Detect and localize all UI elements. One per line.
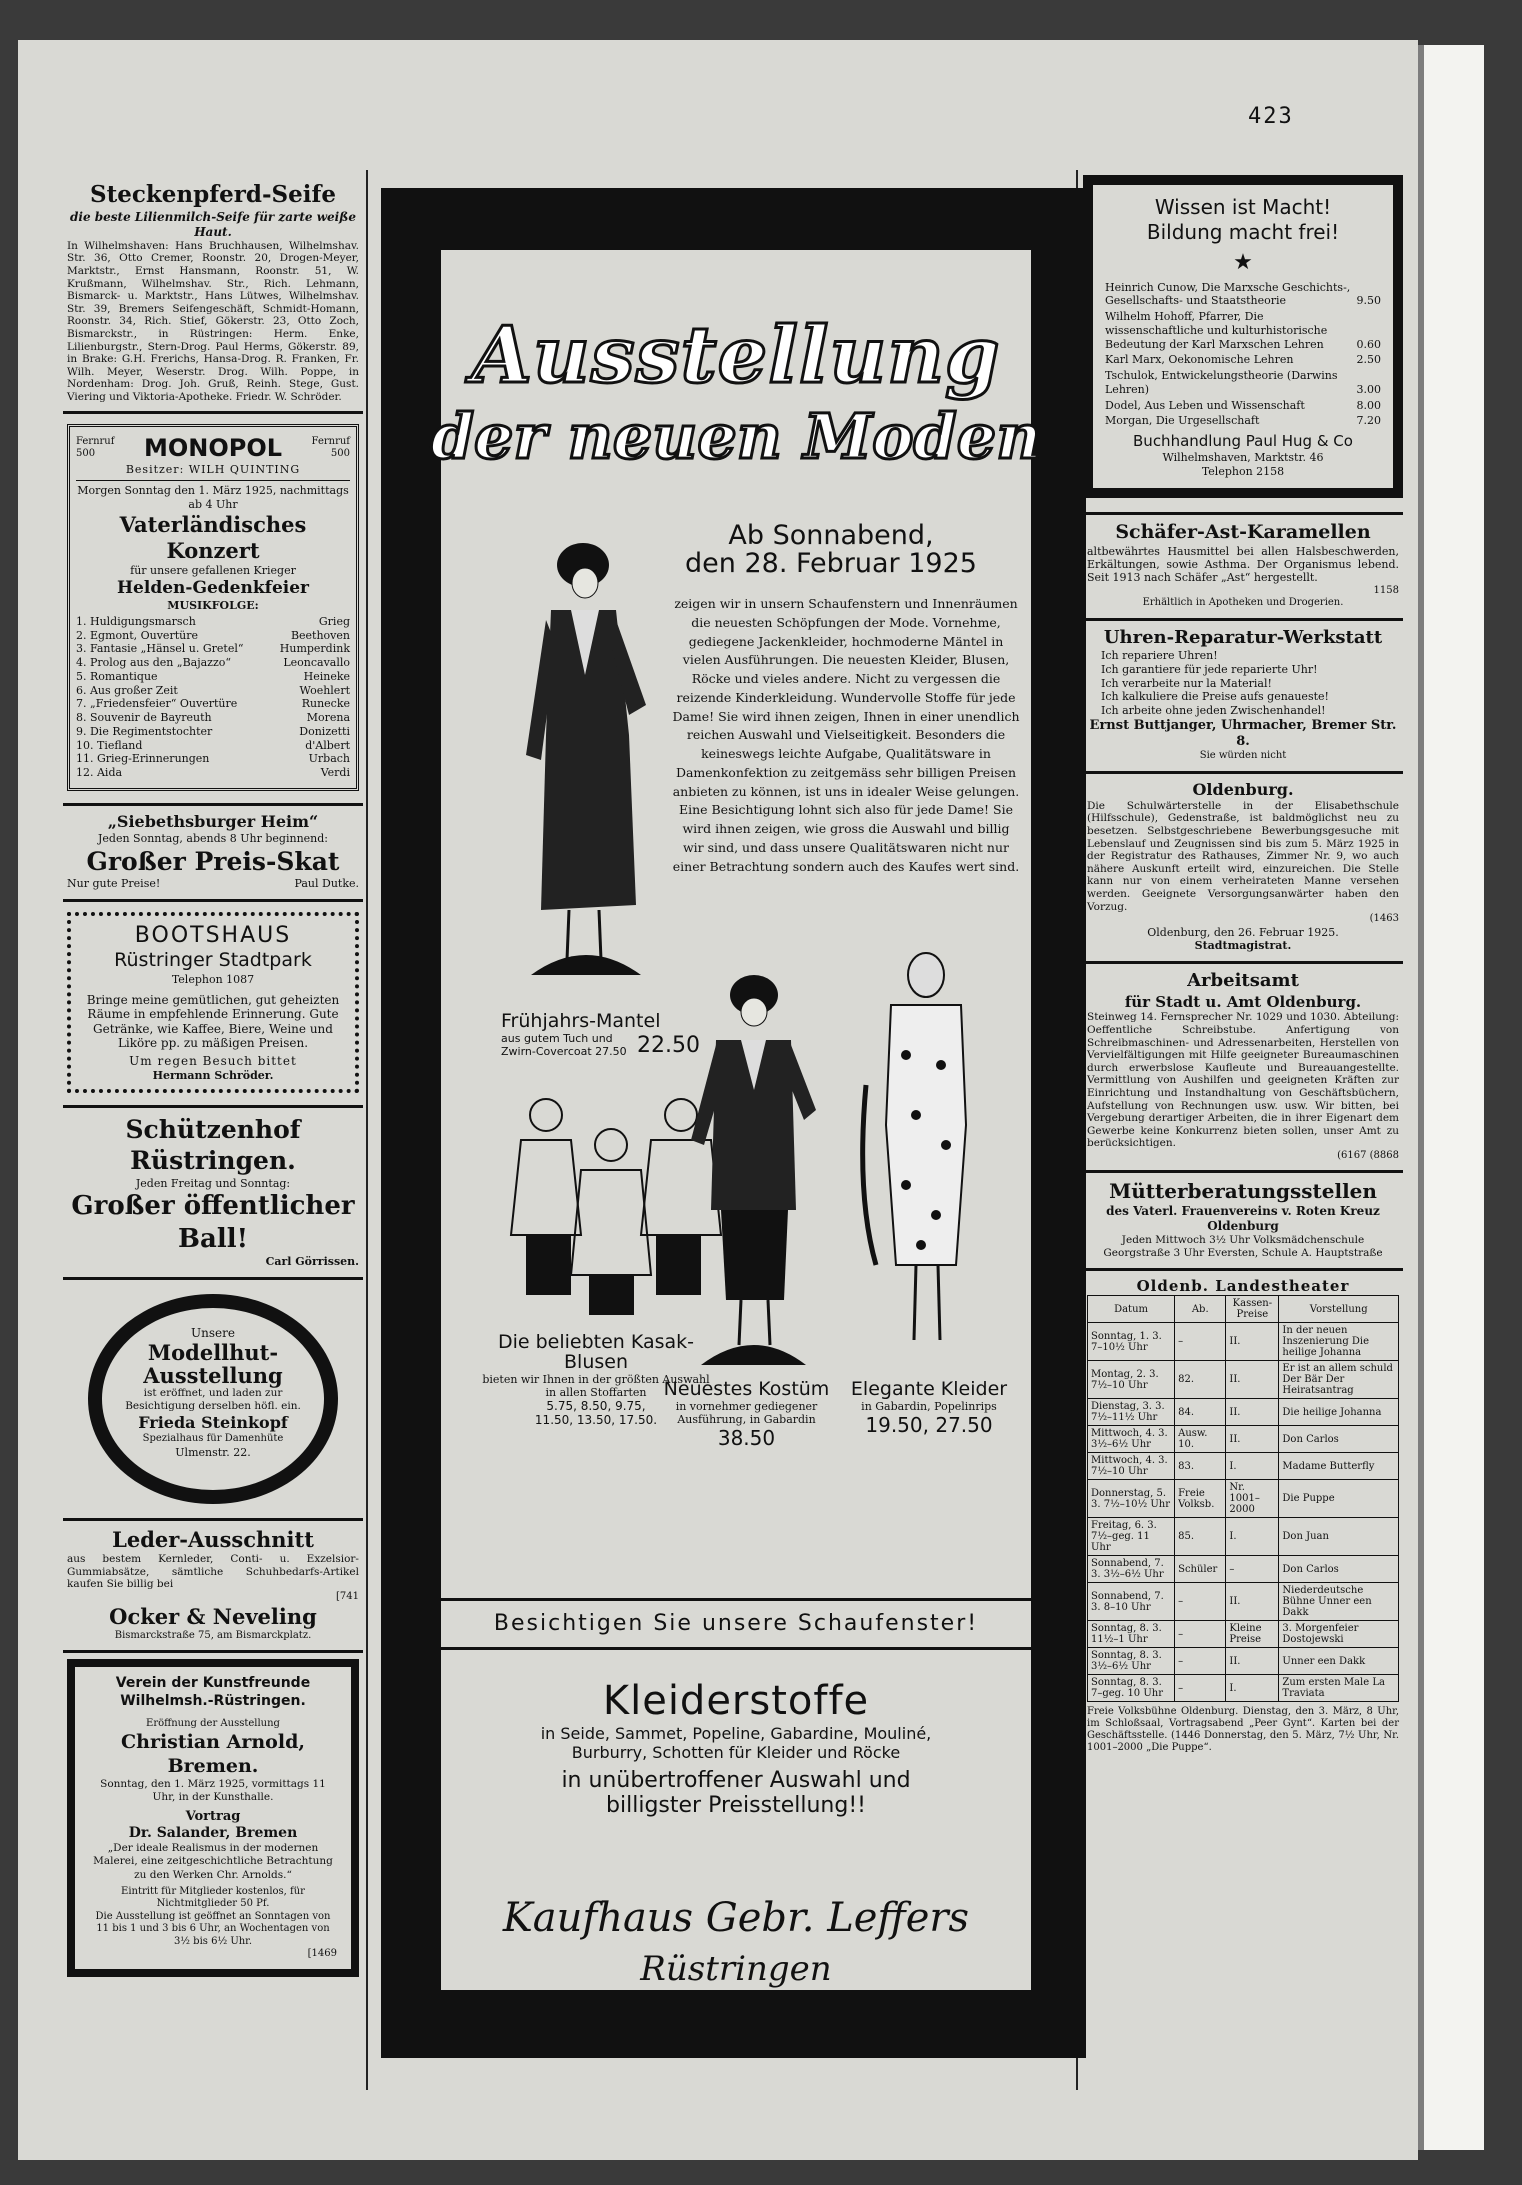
bootshaus-ad bbox=[63, 902, 363, 1108]
theater-cell: Montag, 2. 3. 7½–10 Uhr bbox=[1088, 1361, 1175, 1399]
wissen-title1: Wissen ist Macht! bbox=[1154, 195, 1332, 219]
bootshaus-text: Bringe meine gemütlichen, gut geheizten Räume in empfehlende Erinnerung. Gute Getränke, wie Kaffee, Biere, Weine und Liköre pp. zu mäßigen Preisen. bbox=[86, 992, 340, 1050]
book-text: Dodel, Aus Leben und Wissenschaft bbox=[1105, 398, 1305, 412]
leder-text: aus bestem Kernleder, Conti- u. Exzelsior-Gummiabsätze, sämtliche Schuhbedarfs-Artikel kaufen Sie billig bei bbox=[67, 1553, 359, 1591]
ad-frame-left-bar bbox=[401, 560, 431, 1960]
theater-cell: Die heilige Johanna bbox=[1279, 1399, 1399, 1426]
theater-cell: Zum ersten Male La Traviata bbox=[1279, 1675, 1399, 1702]
leder-code: [741 bbox=[336, 1591, 359, 1603]
arbeitsamt-text: Steinweg 14. Fernsprecher Nr. 1029 und 1030. Abteilung: Oeffentliche Schreibstube. Anfertigung von Schreibmaschinen- und Adressenarbeiten, Herstellen von Vervielfältigungen mit Hilfe geeigneter Bureaumaschinen durch erwerbslose Kaufleute und Bureauangestellte. Vermittlung von Aushilfen und geeigneten Kräften zur Einrichtung und Instandhaltung von Geschäftsbüchern, Aufstellung von Rechnungen usw. usw. Wir bitten, bei Vergebung derartiger Arbeiten, die in ihrer Eigenart dem Gewerbe keine Konkurrenz bieten sollen, unser Amt zu berücksichtigen. bbox=[1087, 1011, 1399, 1150]
book-price: 2.50 bbox=[1356, 353, 1381, 367]
right-column bbox=[1083, 175, 1403, 1762]
steckenpferd-subtitle: die beste Lilienmilch-Seife für zarte weiße Haut. bbox=[70, 209, 356, 239]
arbeitsamt-ad bbox=[1083, 964, 1403, 1173]
page-edge bbox=[1418, 45, 1484, 2150]
table-row bbox=[1088, 1480, 1399, 1518]
leffers-advertisement bbox=[381, 188, 1086, 2058]
program-piece: 8. Souvenir de Bayreuth bbox=[76, 711, 212, 725]
modellhut-addr: Ulmenstr. 22. bbox=[175, 1445, 251, 1459]
book-item bbox=[1105, 310, 1381, 351]
theater-cell: Nr. 1001–2000 bbox=[1226, 1480, 1279, 1518]
left-column bbox=[63, 175, 363, 1985]
theater-cell: Freitag, 6. 3. 7½–geg. 11 Uhr bbox=[1088, 1518, 1175, 1556]
theater-cell: Die Puppe bbox=[1279, 1480, 1399, 1518]
theater-cell: II. bbox=[1226, 1323, 1279, 1361]
theater-cell: Sonntag, 1. 3. 7–10½ Uhr bbox=[1088, 1323, 1175, 1361]
kostuem-title: Neuestes Kostüm bbox=[663, 1378, 830, 1400]
theater-cell: 84. bbox=[1175, 1399, 1226, 1426]
theater-cell: II. bbox=[1226, 1361, 1279, 1399]
modellhut-ad bbox=[63, 1280, 363, 1521]
leder-title: Leder-Ausschnitt bbox=[112, 1527, 314, 1553]
siebenburger-ad bbox=[63, 806, 363, 902]
uhren-ad bbox=[1083, 621, 1403, 774]
theater-cell: Mittwoch, 4. 3. 3½–6½ Uhr bbox=[1088, 1426, 1175, 1453]
ad-title-ausstellung: Ausstellung bbox=[471, 310, 1001, 401]
oldenburg-ad bbox=[1083, 774, 1403, 964]
program-item bbox=[76, 642, 350, 656]
kleider-text: in Gabardin, Popelinrips bbox=[861, 1399, 997, 1413]
store-city: Rüstringen bbox=[640, 1949, 832, 1989]
program-item bbox=[76, 656, 350, 670]
siebenburger-title: „Siebethsburger Heim“ bbox=[107, 811, 319, 831]
book-text: Tschulok, Entwickelungstheorie (Darwins Lehren) bbox=[1105, 369, 1338, 396]
kleider-title: Elegante Kleider bbox=[850, 1378, 1008, 1400]
schaufenster-banner: Besichtigen Sie unsere Schaufenster! bbox=[441, 1598, 1031, 1650]
program-item bbox=[76, 697, 350, 711]
monopol-program-label: MUSIKFOLGE: bbox=[167, 599, 259, 613]
uhren-line: Ich repariere Uhren! bbox=[1101, 649, 1218, 663]
theater-cell: Sonnabend, 7. 3. 3½–6½ Uhr bbox=[1088, 1556, 1175, 1583]
table-row bbox=[1088, 1518, 1399, 1556]
theater-cell: II. bbox=[1226, 1648, 1279, 1675]
program-piece: 11. Grieg-Erinnerungen bbox=[76, 752, 210, 766]
program-composer: Verdi bbox=[320, 766, 350, 780]
table-row bbox=[1088, 1453, 1399, 1480]
program-item bbox=[76, 766, 350, 780]
schuetzenhof-title: Schützenhof Rüstringen. bbox=[125, 1115, 301, 1176]
table-row bbox=[1088, 1583, 1399, 1621]
column-rule-left bbox=[366, 170, 368, 2090]
leder-addr: Bismarckstraße 75, am Bismarckplatz. bbox=[114, 1629, 312, 1641]
store-block bbox=[441, 1895, 1031, 1989]
theater-cell: Sonntag, 8. 3. 11½–1 Uhr bbox=[1088, 1621, 1175, 1648]
book-item bbox=[1105, 399, 1381, 413]
program-item bbox=[76, 670, 350, 684]
theater-cell: Don Juan bbox=[1279, 1518, 1399, 1556]
theater-table-header bbox=[1088, 1296, 1399, 1323]
bootshaus-phone: Telephon 1087 bbox=[171, 972, 255, 986]
theater-cell: II. bbox=[1226, 1583, 1279, 1621]
theater-cell: Mittwoch, 4. 3. 7½–10 Uhr bbox=[1088, 1453, 1175, 1480]
uhren-line: Ich arbeite ohne jeden Zwischenhandel! bbox=[1101, 704, 1326, 718]
kunst-entry: Eintritt für Mitglieder kostenlos, für Nichtmitglieder 50 Pf. bbox=[121, 1885, 305, 1910]
oldenburg-text: Die Schulwärterstelle in der Elisabethschule (Hilfsschule), Gedenstraße, ist baldmöglichst neu zu besetzen. Selbstgeschriebene Bewerbungsgesuche mit Lebenslauf und Zeugnissen sind bis zum 5. März 1925 in der Registratur des Rathauses, Zimmer Nr. 9, wo auch nähere Auskunft erteilt wird, einzureichen. Die Stelle kann nur von einem verheirateten Manne versehen werden. Geeignete Versorgungsanwärter haben den Vorzug. bbox=[1087, 799, 1399, 913]
muetter-text: Jeden Mittwoch 3½ Uhr Volksmädchenschule Georgstraße 3 Uhr Eversten, Schule A. Hauptstraße bbox=[1103, 1234, 1383, 1260]
monopol-event: Helden-Gedenkfeier bbox=[117, 577, 309, 598]
theater-header-cell: Kassen-Preise bbox=[1226, 1296, 1279, 1323]
leder-firm: Ocker & Neveling bbox=[109, 1603, 317, 1629]
program-piece: 7. „Friedensfeier“ Ouvertüre bbox=[76, 697, 238, 711]
mantel-text: aus gutem Tuch und Zwirn-Covercoat 27.50 bbox=[501, 1032, 627, 1059]
theater-table-body bbox=[1088, 1323, 1399, 1702]
theater-cell: Schüler bbox=[1175, 1556, 1226, 1583]
book-item bbox=[1105, 353, 1381, 367]
wissen-shop: Buchhandlung Paul Hug & Co bbox=[1133, 432, 1353, 450]
theater-cell: Kleine Preise bbox=[1226, 1621, 1279, 1648]
wissen-addr: Wilhelmshaven, Marktstr. 46 bbox=[1162, 450, 1324, 464]
book-item bbox=[1105, 369, 1381, 397]
table-row bbox=[1088, 1621, 1399, 1648]
uhren-line: Ich verarbeite nur la Material! bbox=[1101, 676, 1272, 690]
program-item bbox=[76, 615, 350, 629]
kunst-code: [1469 bbox=[307, 1948, 337, 1960]
uhren-lines bbox=[1087, 649, 1399, 718]
program-composer: Heineke bbox=[303, 669, 350, 683]
kleider-caption bbox=[834, 1380, 1024, 1437]
book-price: 9.50 bbox=[1356, 294, 1381, 308]
schaefer-ad bbox=[1083, 512, 1403, 620]
book-text: Karl Marx, Oekonomische Lehren bbox=[1105, 353, 1294, 367]
kostuem-figure-illustration bbox=[676, 960, 826, 1380]
monopol-owner: Besitzer: WILH QUINTING bbox=[76, 463, 350, 481]
modellhut-name: Frieda Steinkopf bbox=[138, 1413, 288, 1433]
wissen-ad bbox=[1083, 175, 1403, 498]
oldenburg-date: Oldenburg, den 26. Februar 1925. bbox=[1147, 925, 1339, 939]
table-row bbox=[1088, 1648, 1399, 1675]
wissen-box bbox=[1083, 175, 1403, 498]
program-composer: Beethoven bbox=[290, 628, 350, 642]
uhren-tail: Sie würden nicht bbox=[1199, 750, 1287, 762]
arbeitsamt-subtitle: für Stadt u. Amt Oldenburg. bbox=[1124, 992, 1362, 1011]
monopol-ad bbox=[63, 414, 363, 806]
program-composer: Runecke bbox=[301, 697, 350, 711]
muetter-subtitle: des Vaterl. Frauenvereins v. Roten Kreuz Oldenburg bbox=[1106, 1204, 1380, 1234]
steckenpferd-text: In Wilhelmshaven: Hans Bruchhausen, Wilhelmshav. Str. 36, Otto Cremer, Roonstr. 20, Drogen-Meyer, Marktstr., Ernst Hansmann, Roonstr. 51, W. Krußmann, Wilhelmshav. Str., Rich. Lehmann, Bismarck- u. Marktstr., Hans Lütwes, Wilhelmshav. Str. 39, Bremers Seifengeschäft, Schmidt-Homann, Roonstr. 34, Rich. Stief, Gökerstr. 23, Otto Zoch, Bismarckstr., in Rüstringen: Herm. Enke, Lilienburgstr., Stern-Drog. Paul Herms, Gökerstr. 89, in Brake: G.H. Frerichs, Hansa-Drog. R. Franken, Fr. Wilh. Meyer, Weserstr. Drog. Wilh. Poppe, in Nordenham: Drog. Joh. Gruß, Reinh. Stege, Gust. Viering und Viktoria-Apotheke. Friedr. W. Schröder. bbox=[67, 239, 359, 403]
uhren-firm: Ernst Buttjanger, Uhrmacher, Bremer Str. 8. bbox=[1089, 717, 1397, 750]
theater-cell: – bbox=[1175, 1621, 1226, 1648]
wissen-title2: Bildung macht frei! bbox=[1146, 220, 1340, 244]
schaefer-text: altbewährtes Hausmittel bei allen Halsbeschwerden, Erkältungen, sowie Asthma. Der Organismus lebend. Seit 1913 nach Schäfer „Ast“ hergestellt. bbox=[1087, 545, 1399, 585]
modellhut-text: ist eröffnet, und laden zur Besichtigung derselben höfl. ein. bbox=[125, 1387, 301, 1413]
mantel-title: Frühjahrs-Mantel bbox=[501, 1010, 661, 1032]
ad-inner-panel bbox=[430, 250, 1042, 1990]
program-item bbox=[76, 752, 350, 766]
kostuem-caption bbox=[659, 1380, 834, 1450]
uhren-line: Ich kalkuliere die Preise aufs genaueste! bbox=[1101, 690, 1329, 704]
kleiderstoffe-block bbox=[441, 1678, 1031, 1818]
monopol-box bbox=[67, 424, 359, 791]
program-piece: 5. Romantique bbox=[76, 669, 158, 683]
uhren-title: Uhren-Reparatur-Werkstatt bbox=[1103, 626, 1383, 648]
program-piece: 1. Huldigungsmarsch bbox=[76, 614, 196, 628]
bootshaus-visit: Um regen Besuch bittet bbox=[129, 1054, 297, 1069]
theater-cell: Sonntag, 8. 3. 7–geg. 10 Uhr bbox=[1088, 1675, 1175, 1702]
theater-cell: Don Carlos bbox=[1279, 1556, 1399, 1583]
arbeitsamt-code: (6167 (8868 bbox=[1337, 1149, 1399, 1161]
blusen-text: bieten wir Ihnen in der größten Auswahl in allen Stoffarten bbox=[482, 1372, 710, 1399]
theater-header-cell: Ab. bbox=[1175, 1296, 1226, 1323]
monopol-fernruf-left: Fernruf 500 bbox=[76, 435, 115, 460]
arbeitsamt-title: Arbeitsamt bbox=[1187, 970, 1299, 992]
kleiderstoffe-line3: in unübertroffener Auswahl und bbox=[561, 1768, 911, 1793]
monopol-for: für unsere gefallenen Krieger bbox=[130, 564, 296, 578]
theater-cell: Don Carlos bbox=[1279, 1426, 1399, 1453]
theater-cell: I. bbox=[1226, 1518, 1279, 1556]
kunst-artist: Christian Arnold, Bremen. bbox=[121, 1730, 305, 1777]
theater-cell: – bbox=[1226, 1556, 1279, 1583]
wissen-phone: Telephon 2158 bbox=[1201, 464, 1285, 478]
theater-cell: Donnerstag, 5. 3. 7½–10½ Uhr bbox=[1088, 1480, 1175, 1518]
star-icon: ★ bbox=[1233, 250, 1253, 275]
modellhut-spec: Spezialhaus für Damenhüte bbox=[142, 1433, 284, 1445]
coat-figure-illustration bbox=[511, 525, 661, 995]
bootshaus-subtitle: Rüstringer Stadtpark bbox=[114, 949, 312, 972]
kleiderstoffe-line4: billigster Preisstellung!! bbox=[606, 1793, 866, 1818]
theater-cell: 83. bbox=[1175, 1453, 1226, 1480]
leder-ad bbox=[63, 1521, 363, 1653]
steckenpferd-ad bbox=[63, 175, 363, 414]
program-item bbox=[76, 725, 350, 739]
theater-cell: Madame Butterfly bbox=[1279, 1453, 1399, 1480]
siebenburger-event: Großer Preis-Skat bbox=[86, 846, 340, 876]
program-item bbox=[76, 711, 350, 725]
theater-cell: – bbox=[1175, 1648, 1226, 1675]
table-row bbox=[1088, 1323, 1399, 1361]
kunst-topic: „Der ideale Realismus in der modernen Malerei, eine zeitgeschichtliche Betrachtung zu den Werken Chr. Arnolds.“ bbox=[93, 1842, 333, 1881]
newspaper-page bbox=[18, 40, 1418, 2160]
theater-footer: Freie Volksbühne Oldenburg. Dienstag, den 3. März, 8 Uhr, im Schloßsaal, Vortragsabend „Peer Gynt“. Karten bei der Geschäftsstelle. (1446 Donnerstag, den 5. März, 7½ Uhr, Nr. 1001–2000 „Die Puppe“. bbox=[1087, 1706, 1399, 1754]
theater-cell: II. bbox=[1226, 1399, 1279, 1426]
siebenburger-line: Jeden Sonntag, abends 8 Uhr beginnend: bbox=[98, 831, 328, 845]
schaefer-title: Schäfer-Ast-Karamellen bbox=[1115, 521, 1371, 544]
program-composer: Humperdink bbox=[279, 642, 350, 656]
table-row bbox=[1088, 1361, 1399, 1399]
kostuem-text: in vornehmer gediegener Ausführung, in Gabardin bbox=[675, 1399, 818, 1426]
theater-header-cell: Vorstellung bbox=[1279, 1296, 1399, 1323]
modellhut-pre: Unsere bbox=[191, 1326, 235, 1341]
theater-cell: In der neuen Inszenierung Die heilige Johanna bbox=[1279, 1323, 1399, 1361]
theater-cell: 82. bbox=[1175, 1361, 1226, 1399]
book-price: 3.00 bbox=[1356, 382, 1381, 396]
siebenburger-left: Nur gute Preise! bbox=[67, 876, 161, 890]
kunst-speaker: Dr. Salander, Bremen bbox=[128, 1824, 298, 1841]
uhren-line: Ich garantiere für jede reparierte Uhr! bbox=[1101, 662, 1318, 676]
kunst-title: Verein der Kunstfreunde Wilhelmsh.-Rüstringen. bbox=[115, 1675, 311, 1709]
program-piece: 6. Aus großer Zeit bbox=[76, 683, 178, 697]
book-price: 8.00 bbox=[1356, 398, 1381, 412]
kunst-lecture: Vortrag bbox=[185, 1808, 241, 1824]
theater-ad bbox=[1083, 1271, 1403, 1763]
theater-cell: Unner een Dakk bbox=[1279, 1648, 1399, 1675]
kleiderstoffe-line2: Burburry, Schotten für Kleider und Röcke bbox=[571, 1743, 901, 1762]
theater-cell: Dienstag, 3. 3. 7½–11½ Uhr bbox=[1088, 1399, 1175, 1426]
theater-cell: – bbox=[1175, 1583, 1226, 1621]
program-composer: Urbach bbox=[308, 752, 350, 766]
bootshaus-title: BOOTSHAUS bbox=[134, 922, 292, 948]
blusen-title: Die beliebten Kasak-Blusen bbox=[497, 1331, 695, 1373]
program-composer: Leoncavallo bbox=[283, 656, 350, 670]
kunst-intro: Eröffnung der Ausstellung bbox=[146, 1718, 280, 1730]
theater-cell: Sonnabend, 7. 3. 8–10 Uhr bbox=[1088, 1583, 1175, 1621]
ad-title-moden: der neuen Moden bbox=[430, 400, 1042, 473]
siebenburger-right: Paul Dutke. bbox=[294, 876, 359, 890]
schaefer-code: 1158 bbox=[1373, 584, 1399, 596]
program-item bbox=[76, 739, 350, 753]
book-price: 7.20 bbox=[1356, 414, 1381, 428]
kostuem-price: 38.50 bbox=[717, 1425, 776, 1450]
monopol-name: MONOPOL bbox=[143, 434, 283, 463]
program-piece: 12. Aida bbox=[76, 766, 123, 780]
kleiderstoffe-title: Kleiderstoffe bbox=[602, 1678, 870, 1724]
mantel-price: 22.50 bbox=[637, 1033, 700, 1059]
ad-date-line2: den 28. Februar 1925 bbox=[685, 548, 977, 580]
theater-header-cell: Datum bbox=[1088, 1296, 1175, 1323]
theater-cell: Freie Volksb. bbox=[1175, 1480, 1226, 1518]
kunst-hours: Die Ausstellung ist geöffnet an Sonntagen von 11 bis 1 und 3 bis 6 Uhr, an Wochentagen von 3½ bis 6½ Uhr. bbox=[95, 1910, 331, 1947]
theater-cell: I. bbox=[1226, 1453, 1279, 1480]
page-number: 423 bbox=[1248, 104, 1294, 129]
theater-cell: II. bbox=[1226, 1426, 1279, 1453]
oldenburg-sign: Stadtmagistrat. bbox=[1194, 939, 1292, 953]
monopol-program-list bbox=[76, 615, 350, 780]
theater-schedule-table bbox=[1087, 1295, 1399, 1702]
program-composer: d'Albert bbox=[305, 738, 350, 752]
program-piece: 2. Egmont, Ouvertüre bbox=[76, 628, 198, 642]
oldenburg-title: Oldenburg. bbox=[1192, 779, 1294, 799]
table-row bbox=[1088, 1399, 1399, 1426]
program-composer: Donizetti bbox=[299, 724, 350, 738]
bootshaus-name: Hermann Schröder. bbox=[152, 1069, 274, 1083]
program-composer: Morena bbox=[306, 711, 350, 725]
kleiderstoffe-line1: in Seide, Sammet, Popeline, Gabardine, Mouliné, bbox=[540, 1724, 932, 1743]
table-row bbox=[1088, 1675, 1399, 1702]
table-row bbox=[1088, 1556, 1399, 1583]
schuetzenhof-event: Großer öffentlicher Ball! bbox=[71, 1191, 355, 1254]
kunst-ad bbox=[63, 1653, 363, 1984]
book-text: Heinrich Cunow, Die Marxsche Geschichts-, Gesellschafts- und Staatstheorie bbox=[1105, 280, 1351, 308]
theater-cell: Er ist an allem schuld Der Bär Der Heiratsantrag bbox=[1279, 1361, 1399, 1399]
ad-frame-right-bar bbox=[1041, 560, 1071, 1960]
bootshaus-box bbox=[67, 912, 359, 1093]
book-item bbox=[1105, 414, 1381, 428]
ad-date-line1: Ab Sonnabend, bbox=[728, 520, 934, 551]
steckenpferd-title: Steckenpferd-Seife bbox=[89, 181, 337, 208]
program-piece: 4. Prolog aus den „Bajazzo“ bbox=[76, 656, 232, 670]
monopol-date: Morgen Sonntag den 1. März 1925, nachmittags ab 4 Uhr bbox=[77, 484, 349, 511]
blusen-prices1: 5.75, 8.50, 9.75, bbox=[546, 1398, 646, 1413]
theater-title: Oldenb. Landestheater bbox=[1136, 1276, 1350, 1295]
muetter-title: Mütterberatungsstellen bbox=[1109, 1179, 1377, 1204]
monopol-concert: Vaterländisches Konzert bbox=[119, 511, 307, 563]
muetter-ad bbox=[1083, 1173, 1403, 1270]
theater-cell: 3. Morgenfeier Dostojewski bbox=[1279, 1621, 1399, 1648]
program-item bbox=[76, 629, 350, 643]
kleider-figure-illustration bbox=[846, 945, 996, 1375]
program-piece: 10. Tiefland bbox=[76, 738, 143, 752]
book-price: 0.60 bbox=[1356, 337, 1381, 351]
modellhut-title: Modellhut-Ausstellung bbox=[143, 1340, 283, 1389]
book-text: Wilhelm Hohoff, Pfarrer, Die wissenschaftliche und kulturhistorische Bedeutung der Karl Marxschen Lehren bbox=[1105, 310, 1328, 351]
theater-cell: 85. bbox=[1175, 1518, 1226, 1556]
schuetzenhof-ad bbox=[63, 1108, 363, 1280]
schuetzenhof-line: Jeden Freitag und Sonntag: bbox=[135, 1176, 291, 1190]
program-piece: 9. Die Regimentstochter bbox=[76, 724, 213, 738]
store-name: Kaufhaus Gebr. Leffers bbox=[502, 1895, 970, 1941]
program-composer: Grieg bbox=[318, 614, 350, 628]
book-item bbox=[1105, 281, 1381, 309]
oldenburg-code: (1463 bbox=[1369, 913, 1399, 925]
ad-date bbox=[631, 522, 1031, 579]
wissen-book-list bbox=[1105, 281, 1381, 429]
book-text: Morgan, Die Urgesellschaft bbox=[1105, 414, 1260, 428]
program-item bbox=[76, 684, 350, 698]
kunst-box bbox=[67, 1659, 359, 1976]
program-composer: Woehlert bbox=[299, 683, 350, 697]
monopol-fernruf-right: Fernruf 500 bbox=[311, 435, 350, 460]
kunst-date: Sonntag, den 1. März 1925, vormittags 11 Uhr, in der Kunsthalle. bbox=[100, 1778, 326, 1804]
schuetzenhof-name: Carl Görrissen. bbox=[265, 1255, 359, 1269]
ad-body-text: zeigen wir in unsern Schaufenstern und Innenräumen die neuesten Schöpfungen der Mode. Vornehme, gediegene Jackenkleider, hochmoderne Mäntel in vielen Ausführungen. Die neuesten Kleider, Blusen, Röcke und vieles andere. Nicht zu vergessen die reizende Kinderkleidung. Wundervolle Stoffe für jede Dame! Sie wird ihnen zeigen, Ihnen in einer unendlich reichen Auswahl und Vielseitigkeit. Besonders die keineswegs leichte Aufgabe, Qualitätsware in Damenkonfektion zu zeitgemäss sehr billigen Preisen anbieten zu können, ist uns in idealer Weise gelungen. Eine Besichtigung lohnt sich also für jede Dame! Sie wird ihnen zeigen, wie gross die Auswahl und billig wir sind, und dass unsere Qualitätswaren nicht nur einer Betrachtung sondern auch des Kaufes wert sind. bbox=[672, 596, 1020, 874]
blusen-prices2: 11.50, 13.50, 17.50. bbox=[534, 1412, 658, 1427]
theater-cell: – bbox=[1175, 1675, 1226, 1702]
theater-cell: Sonntag, 8. 3. 3½–6½ Uhr bbox=[1088, 1648, 1175, 1675]
schaefer-where: Erhältlich in Apotheken und Drogerien. bbox=[1142, 597, 1344, 609]
theater-cell: I. bbox=[1226, 1675, 1279, 1702]
program-piece: 3. Fantasie „Hänsel u. Gretel“ bbox=[76, 642, 244, 656]
table-row bbox=[1088, 1426, 1399, 1453]
modellhut-circle bbox=[88, 1294, 338, 1504]
theater-cell: – bbox=[1175, 1323, 1226, 1361]
theater-cell: Niederdeutsche Bühne Unner een Dakk bbox=[1279, 1583, 1399, 1621]
kleider-price: 19.50, 27.50 bbox=[865, 1412, 993, 1437]
theater-cell: Ausw. 10. bbox=[1175, 1426, 1226, 1453]
